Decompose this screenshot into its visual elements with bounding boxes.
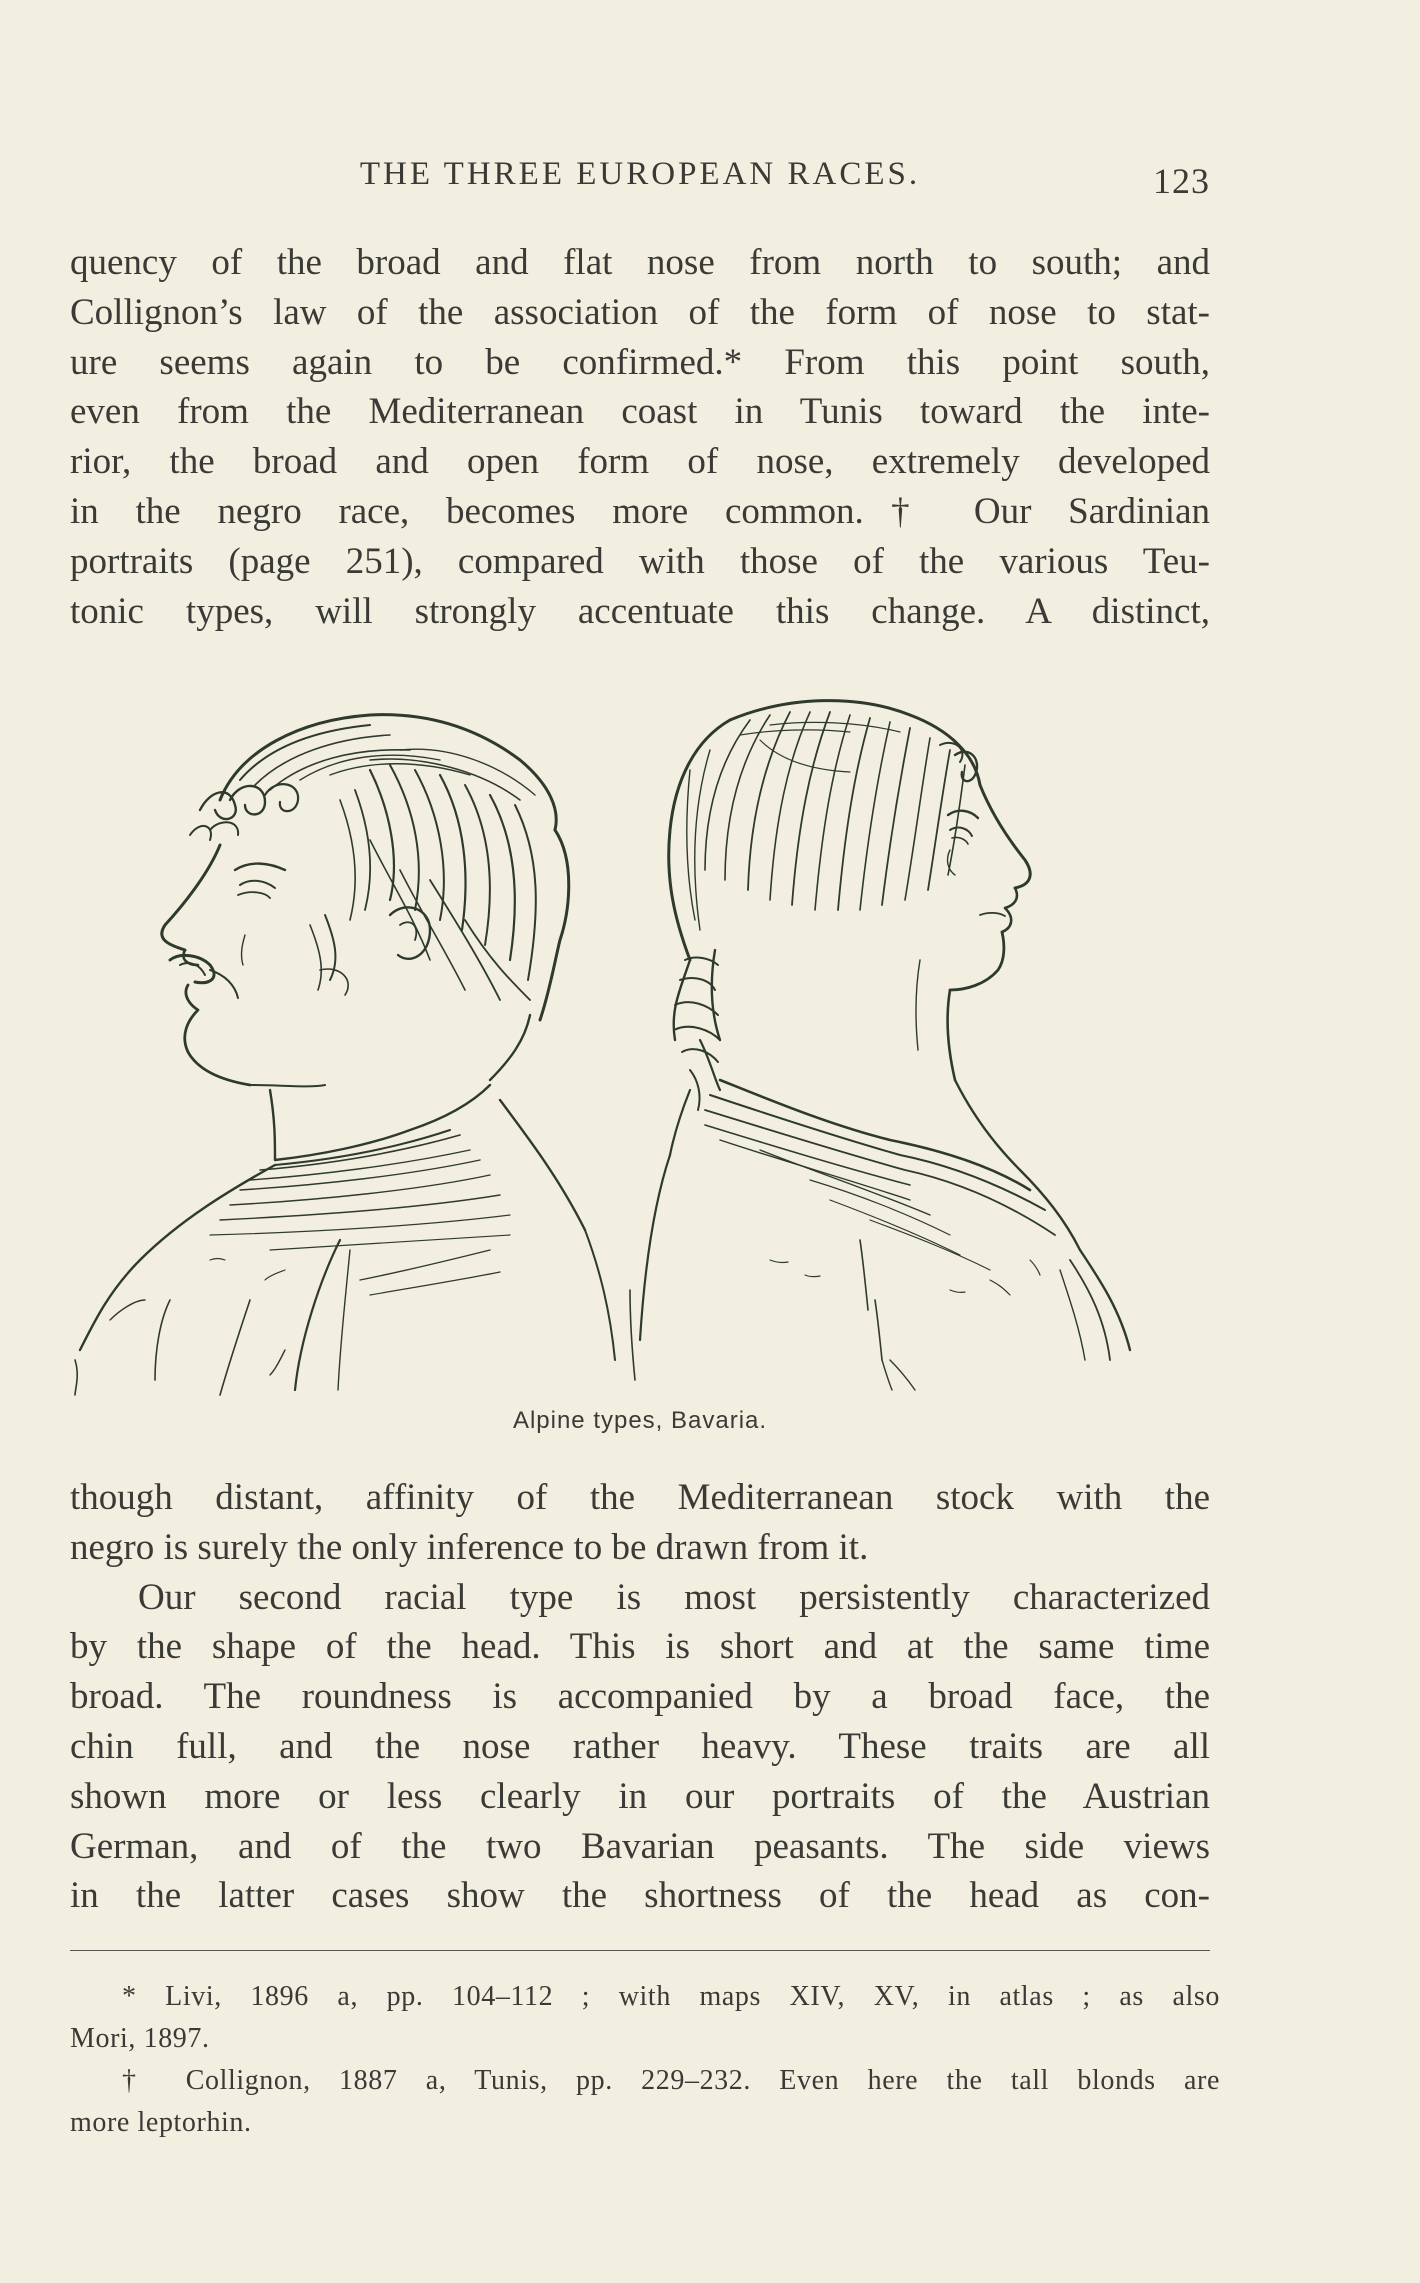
footnote-line: * Livi, 1896 a, pp. 104–112 ; with maps XIV, XV, in atlas ; as also (122, 1981, 1220, 2012)
text-line: in the negro race, becomes more common.† Our Sardinian (70, 490, 1210, 532)
text-line: in the latter cases show the shortness of the head as con- (70, 1875, 1210, 1917)
text-line: portraits (page 251), compared with those of the various Teu- (70, 540, 1210, 582)
text-line: even from the Mediterranean coast in Tunis toward the inte- (70, 391, 1210, 433)
footnote-divider (70, 1950, 1210, 1951)
alpine-types-illustration (70, 660, 1220, 1400)
figure-caption: Alpine types, Bavaria. (512, 1407, 768, 1434)
running-title: THE THREE EUROPEAN RACES. (359, 156, 921, 192)
profile-sketches (70, 660, 1220, 1400)
footnote-line: more leptorhin. (70, 2107, 252, 2138)
text-line: German, and of the two Bavarian peasants. The side views (70, 1825, 1210, 1867)
page-number: 123 (1153, 161, 1210, 201)
text-line: shown more or less clearly in our portraits of the Austrian (70, 1775, 1210, 1817)
text-line: tonic types, will strongly accentuate this change. A distinct, (70, 590, 1210, 632)
text-line: by the shape of the head. This is short and at the same time (70, 1626, 1210, 1668)
text-line: ure seems again to be confirmed.* From this point south, (70, 341, 1210, 383)
text-line: Our second racial type is most persistently characterized (138, 1576, 1210, 1618)
footnote-line: Mori, 1897. (70, 2023, 210, 2054)
text-line: rior, the broad and open form of nose, extremely developed (70, 441, 1210, 483)
woman-profile-sketch (640, 701, 1130, 1390)
text-line: broad. The roundness is accompanied by a broad face, the (70, 1676, 1210, 1718)
text-line: chin full, and the nose rather heavy. These traits are all (70, 1725, 1210, 1767)
paragraph-bottom (70, 1473, 1210, 1921)
text-line: though distant, affinity of the Mediterranean stock with the (70, 1477, 1210, 1518)
text-line: quency of the broad and flat nose from north to south; and (70, 242, 1210, 283)
man-profile-sketch (75, 715, 635, 1395)
paragraph-top (70, 238, 1210, 636)
text-line: negro is surely the only inference to be drawn from it. (70, 1526, 869, 1568)
text-line: Collignon’s law of the association of the form of nose to stat- (70, 291, 1210, 333)
running-head (70, 152, 1210, 202)
footnote-line: † Collignon, 1887 a, Tunis, pp. 229–232. Even here the tall blonds are (122, 2065, 1220, 2096)
footnotes (70, 1976, 1220, 2144)
